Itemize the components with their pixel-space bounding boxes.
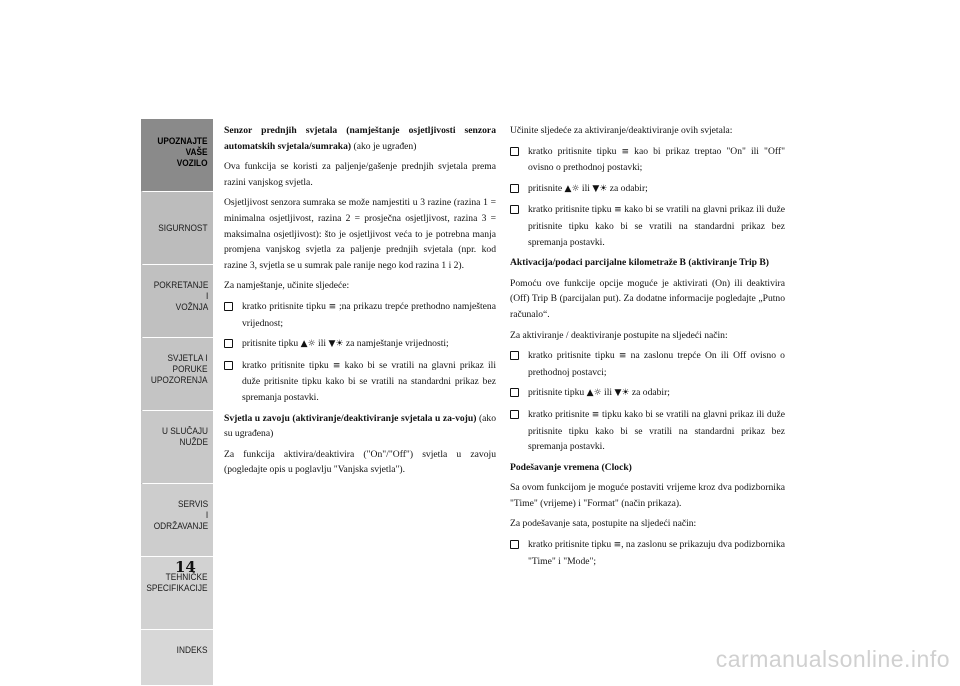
menu-button-icon: ≡ bbox=[591, 409, 600, 420]
paragraph: Za namještanje, učinite sljedeće: bbox=[224, 280, 350, 292]
text: kako bi se vratili na glavni prikaz ili duže pritisnite tipku kako bi se vratili na standardni prikaz bez spremanja postavki. bbox=[528, 204, 785, 248]
text: za odabir; bbox=[609, 182, 648, 194]
checkbox-bullet-icon bbox=[510, 205, 519, 214]
text: tipku kako bi se vratili na glavni prikaz ili duže pritisnite tipku kako bi se vratili na standardni prikaz bez spremanja postavki. bbox=[528, 408, 786, 453]
tab-pokretanje[interactable] bbox=[141, 265, 213, 337]
text: ili bbox=[318, 338, 327, 350]
text: kao bi prikaz treptao "On" ili "Off" ovisno o prethodnoj postavki; bbox=[528, 145, 786, 174]
text: na zaslonu trepće On ili Off ovisno o prethodnoj postavci; bbox=[528, 350, 785, 378]
menu-button-icon: ≡ bbox=[328, 301, 337, 312]
menu-button-icon: ≡ bbox=[332, 360, 341, 371]
checkbox-bullet-icon bbox=[224, 361, 233, 370]
tab-label: SERVIS I ODRŽAVANJE bbox=[153, 499, 208, 531]
tab-servis[interactable] bbox=[141, 484, 213, 556]
checkbox-bullet-icon bbox=[510, 351, 519, 360]
right-column bbox=[510, 123, 785, 574]
paragraph: Ova funkcija se koristi za paljenje/gašenje prednjih svjetala prema razini vanjskog svjetla. bbox=[224, 161, 496, 188]
bullet-item bbox=[510, 385, 785, 402]
text: pritisnite bbox=[528, 182, 563, 194]
menu-button-icon: ≡ bbox=[613, 540, 622, 551]
text: pritisnite tipku bbox=[528, 387, 585, 399]
down-arrow-minus-icon: ▼☀ bbox=[614, 388, 630, 399]
text: ili bbox=[581, 182, 590, 194]
tab-label: INDEKS bbox=[177, 645, 208, 655]
paragraph: Učinite sljedeće za aktiviranje/deaktiviranje ovih svjetala: bbox=[510, 125, 733, 136]
text: ili bbox=[604, 387, 613, 399]
heading-note: (ako su ugrađena) bbox=[224, 412, 496, 440]
heading-text: Svjetla u zavoju (aktiviranje/deaktiviranje svjetala u za-voju) bbox=[224, 412, 477, 424]
down-arrow-minus-icon: ▼☀ bbox=[592, 183, 608, 194]
tab-label: U SLUČAJU NUŽDE bbox=[161, 426, 208, 447]
watermark: carmanualsonline.info bbox=[715, 646, 950, 672]
checkbox-bullet-icon bbox=[224, 302, 233, 311]
up-arrow-plus-icon: ▲☼ bbox=[586, 388, 602, 399]
menu-button-icon: ≡ bbox=[614, 205, 622, 216]
up-arrow-plus-icon: ▲☼ bbox=[564, 183, 580, 194]
checkbox-bullet-icon bbox=[510, 147, 519, 156]
tab-label: UPOZNAJTE VAŠE VOZILO bbox=[157, 136, 208, 168]
tab-sigurnost[interactable] bbox=[141, 192, 213, 264]
section-heading bbox=[224, 411, 496, 442]
checkbox-bullet-icon bbox=[510, 184, 519, 193]
tab-svjetla[interactable] bbox=[141, 338, 213, 410]
bullet-item bbox=[510, 537, 785, 569]
checkbox-bullet-icon bbox=[224, 339, 233, 348]
menu-button-icon: ≡ bbox=[621, 146, 630, 157]
bullet-item bbox=[510, 144, 785, 176]
tab-label: SIGURNOST bbox=[158, 222, 208, 233]
text: kratko pritisnite bbox=[528, 408, 590, 420]
heading-note: (ako je ugrađen) bbox=[353, 140, 417, 152]
text: kratko pritisnite tipku bbox=[528, 350, 615, 362]
paragraph: Za funkcija aktivira/deaktivira ("On"/"Off") svjetla u zavoju (pogledajte opis u poglavlju "Vanjska svjetla"). bbox=[224, 448, 496, 476]
left-column bbox=[224, 123, 496, 483]
tab-label: POKRETANJE I VOŽNJA bbox=[153, 280, 208, 312]
tab-nuzde[interactable] bbox=[141, 411, 213, 483]
text: kratko pritisnite tipku bbox=[242, 359, 329, 371]
bullet-item bbox=[224, 358, 496, 406]
paragraph: Pomoću ove funkcije opcije moguće je aktivirati (On) ili deaktivira (Off) Trip B (parcijalan put). Za dodatne informacije pogledajte „Putno računalo“. bbox=[510, 277, 785, 320]
checkbox-bullet-icon bbox=[510, 410, 519, 419]
text: pritisnite tipku bbox=[242, 338, 299, 350]
down-arrow-minus-icon: ▼☀ bbox=[328, 339, 344, 350]
checkbox-bullet-icon bbox=[510, 388, 519, 397]
checkbox-bullet-icon bbox=[510, 540, 519, 549]
bullet-item bbox=[510, 202, 785, 250]
section-heading: Podešavanje vremena (Clock) bbox=[510, 461, 632, 473]
tab-label: SVJETLA I PORUKE UPOZORENJA bbox=[151, 353, 208, 385]
bullet-item bbox=[510, 407, 785, 455]
page-number: 14 bbox=[175, 558, 196, 576]
bullet-item bbox=[510, 181, 785, 198]
paragraph: Za aktiviranje / deaktiviranje postupite na sljedeći način: bbox=[510, 329, 728, 341]
text: ;na prikazu trepće prethodno namještena vrijednost; bbox=[242, 300, 496, 329]
section-heading bbox=[224, 123, 496, 154]
bullet-item bbox=[224, 336, 496, 353]
paragraph: Za podešavanje sata, postupite na sljedeći način: bbox=[510, 518, 697, 530]
chapter-sidebar bbox=[141, 119, 213, 686]
up-arrow-plus-icon: ▲☼ bbox=[300, 339, 316, 350]
text: kratko pritisnite tipku bbox=[528, 145, 617, 157]
menu-button-icon: ≡ bbox=[618, 351, 627, 362]
text: , na zaslonu se prikazuju dva podizbornika "Time" i "Mode"; bbox=[528, 539, 785, 567]
text: za odabir; bbox=[631, 387, 670, 399]
text: za namještanje vrijednosti; bbox=[345, 338, 449, 350]
tab-label: TEHNIČKE SPECIFIKACIJE bbox=[146, 572, 208, 593]
text: kratko pritisnite tipku bbox=[528, 204, 612, 216]
paragraph: Osjetljivost senzora sumraka se može namjestiti u 3 razine (razina 1 = minimalna osjetljivost, razina 2 = prosječna osjetljivost, razina 3 = maksimalna osjetljivost): što je osjetljivost veća to je potrebna manja promjena vanjskog svjetla za paljenje prednjih svjetala (npr. kod razine 3, svjetla se u sumrak pale ranije nego kod razina 1 i 2). bbox=[224, 197, 496, 271]
bullet-item bbox=[510, 348, 785, 380]
paragraph: Sa ovom funkcijom je moguće postaviti vrijeme kroz dva podizbornika "Time" (vrijeme) i "Format" (način prikaza). bbox=[510, 482, 785, 509]
bullet-item bbox=[224, 299, 496, 331]
heading-text: Senzor prednjih svjetala (namještanje osjetljivosti senzora automatskih svjetala/sumraka) bbox=[224, 125, 496, 152]
text: kratko pritisnite tipku bbox=[528, 539, 612, 551]
text: kako bi se vratili na glavni prikaz ili duže pritisnite tipku kako bi se vratili na standardni prikaz bez spremanja postavki. bbox=[242, 359, 497, 403]
tab-upoznajte[interactable] bbox=[141, 119, 213, 191]
section-heading: Aktivacija/podaci parcijalne kilometraže B (aktiviranje Trip B) bbox=[510, 257, 770, 269]
text: kratko pritisnite tipku bbox=[242, 300, 326, 312]
